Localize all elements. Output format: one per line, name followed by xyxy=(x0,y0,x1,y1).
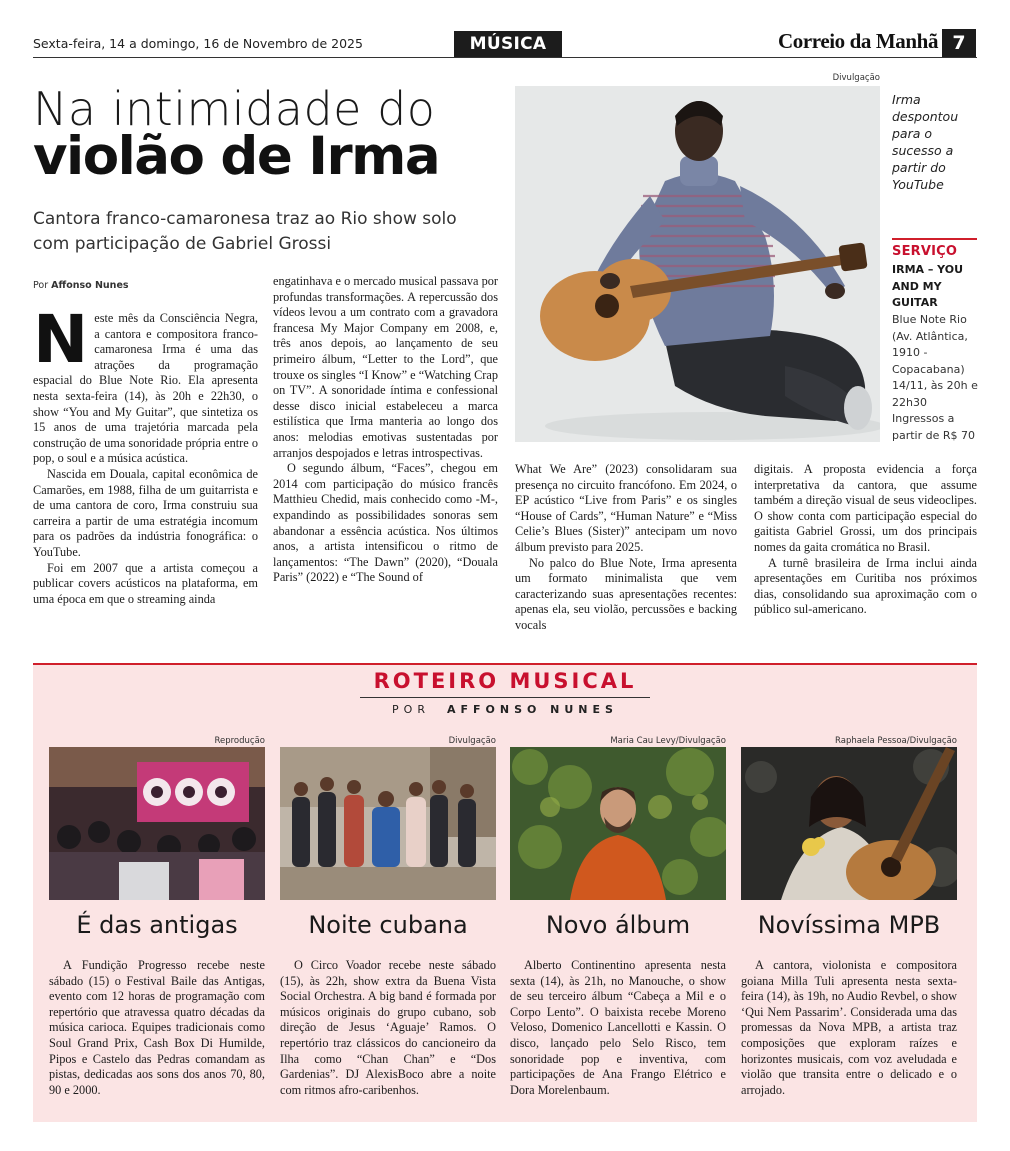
paragraph: Nascida em Douala, capital econômica de Camarões, em 1988, filha de um guitarrista e de uma cantora de coro, Irma construiu sua carreira a partir de uma estratégia incomum para os padrões da indústria fonográfica: o YouTube. xyxy=(33,466,258,559)
main-photo xyxy=(515,86,880,442)
servico-details: Blue Note Rio (Av. Atlântica, 1910 - Copacabana) 14/11, às 20h e 22h30 Ingressos a partir de R$ 70 xyxy=(892,313,978,442)
party-crowd-illustration xyxy=(49,747,265,900)
article-column-1 xyxy=(33,301,258,607)
photo-credit: Divulgação xyxy=(832,73,880,83)
article-column-2 xyxy=(273,274,498,586)
paragraph: What We Are” (2023) consolidaram sua presença no circuito francófono. Em 2024, o EP acústico “Live from Paris” e os singles “House of Cards”, “Human Nature” e “Miss Celie’s Blues (Sister)” antecipam um novo álbum previsto para 2025. xyxy=(515,462,737,554)
card-photo-credit: Raphaela Pessoa/Divulgação xyxy=(835,736,957,746)
paragraph: No palco do Blue Note, Irma apresenta um formato minimalista que vem caracterizando suas apresentações recentes: apenas ela, seu violão, percussões e backing vocals xyxy=(515,555,737,632)
card-title-orchestra: Noite cubana xyxy=(308,911,468,939)
card-title-mpb: Novíssima MPB xyxy=(757,911,941,939)
man-in-greenery-illustration xyxy=(510,747,726,900)
photo-caption: Irma despontou para o sucesso a partir do YouTube xyxy=(892,92,959,192)
subheadline: Cantora franco-camaronesa traz ao Rio show solo com participação de Gabriel Grossi xyxy=(33,209,457,254)
drop-cap: N xyxy=(33,301,89,378)
roteiro-divider xyxy=(360,697,650,698)
paragraph: engatinhava e o mercado musical passava por profundas transformações. A repercussão dos vídeos levou a um contrato com a gravadora francesa My Major Company em 2008, e, três anos depois, ao lançamento de seu primeiro álbum, “Letter to the Lord”, que trouxe os singles “I Know” e “Watching Crap on TV”. A sonoridade íntima e confessional desse disco inicial estabeleceu a marca estilística que Irma manteria ao longo dos anos: melodias emotivas sustentadas por arranjos despojados e letras introspectivas. xyxy=(273,274,498,460)
headline-line-1: Na intimidade do xyxy=(33,82,436,136)
page-number: 7 xyxy=(942,29,976,57)
singer-with-guitar-illustration xyxy=(515,86,880,442)
header-date: Sexta-feira, 14 a domingo, 16 de Novembro de 2025 xyxy=(33,36,363,51)
paragraph: digitais. A proposta evidencia a força interpretativa da cantora, que assume também a direção visual de seus videoclipes. O show conta com participação especial do gaitista Gabriel Grossi, um dos principais nomes da gaita cromática no Brasil. xyxy=(754,462,977,554)
card-title-album: Novo álbum xyxy=(545,911,691,939)
header-divider xyxy=(33,57,977,58)
paragraph: Foi em 2007 que a artista começou a publicar covers acústicos na plataforma, em uma época em que o streaming ainda xyxy=(33,560,258,606)
roteiro-byline xyxy=(0,703,1010,716)
section-tag: MÚSICA xyxy=(454,31,562,57)
card-text-baile: A Fundição Progresso recebe neste sábado (15) o Festival Baile das Antigas, evento com 12 horas de programação com repertório que atravessa quatro décadas da música carioca. Equipes tradicionais como Soul Grand Prix, Cash Box Di Humilde, Pipos e Castelo das Pedras comandam as pistas, dedicadas aos sons dos anos 70, 80, 90 e 2000. xyxy=(49,958,265,1097)
newspaper-masthead: Correio da Manhã xyxy=(778,29,939,53)
card-photo-credit: Reprodução xyxy=(214,736,265,746)
paragraph: O segundo álbum, “Faces”, chegou em 2014 com participação do músico francês Matthieu Chedid, mais conhecido como -M-, expandindo as possibilidades sonoras sem abandonar a essência acústica. Nos últimos anos, a artista intensificou o ritmo de lançamentos: “The Dawn” (2020), “Douala Paris” (2022) e “The Sound of xyxy=(273,461,498,585)
paragraph: este mês da Consciência Negra, a cantora e compositora franco-camaronesa Irma é uma das atrações da programação espacial do Blue Note Rio. Ela apresenta nesta sexta-feira (14), às 20h e 22h30, o show “You and My Guitar”, que sintetiza os 15 anos de uma trajetória marcada pela construção de uma sonoridade própria entre o pop, o soul e a música acústica. xyxy=(33,311,258,466)
card-photo-mpb xyxy=(741,747,957,900)
roteiro-byline-author: AFFONSO NUNES xyxy=(446,703,618,716)
card-photo-credit: Maria Cau Levy/Divulgação xyxy=(610,736,726,746)
roteiro-byline-prefix: POR xyxy=(392,703,430,716)
servico-event: IRMA – YOU AND MY GUITAR xyxy=(892,263,964,309)
roteiro-title: ROTEIRO MUSICAL xyxy=(373,669,637,693)
servico-title: SERVIÇO xyxy=(892,244,958,259)
card-photo-orchestra xyxy=(280,747,496,900)
woman-with-guitar-illustration xyxy=(741,747,957,900)
band-group-illustration xyxy=(280,747,496,900)
card-text-album: Alberto Continentino apresenta nesta sexta (14), às 21h, no Manouche, o show de seu terceiro álbum “Cabeça a Mil e o Corpo Lento”. O baixista recebe Moreno Veloso, Domenico Lancellotti e Kassin. O disco, lançado pelo Selo Risco, tem sonoridade pop e inventiva, com participações de Ana Frango Elétrico e Dora Morelenbaum. xyxy=(510,958,726,1097)
byline-prefix: Por xyxy=(33,280,49,291)
card-text-mpb: A cantora, violonista e compositora goiana Milla Tuli apresenta nesta sexta-feira (14), às 19h, no Audio Revbel, o show ‘Qui Nem Passarim’. Considerada uma das promessas da Nova MPB, a artista traz composições que exploram raízes e horizontes musicais, com voz aveludada e violão que transita entre o delicado e o arrojado. xyxy=(741,958,957,1097)
card-title-baile: É das antigas xyxy=(76,911,238,939)
byline xyxy=(33,280,129,291)
servico-divider xyxy=(892,238,977,240)
headline-line-2: violão de Irma xyxy=(33,126,440,187)
card-photo-credit: Divulgação xyxy=(448,736,496,746)
article-column-4 xyxy=(754,462,977,618)
paragraph: A turnê brasileira de Irma inclui ainda apresentações em Curitiba nos próximos dias, consolidando sua aproximação com o público sul-americano. xyxy=(754,555,977,617)
card-text-orchestra: O Circo Voador recebe neste sábado (15), às 22h, show extra da Buena Vista Social Orchestra. A big band é formada por músicos originais do grupo cubano, sob direção de Jesus ‘Aguaje’ Ramos. O repertório traz clássicos do cancioneiro da Ilha como “Chan Chan” e “Dos Gardenias”. DJ AlexisBoco abre a noite com ritmos afro-caribenhos. xyxy=(280,958,496,1097)
byline-author: Affonso Nunes xyxy=(51,280,129,291)
card-photo-baile xyxy=(49,747,265,900)
card-photo-album xyxy=(510,747,726,900)
article-column-3 xyxy=(515,462,737,634)
